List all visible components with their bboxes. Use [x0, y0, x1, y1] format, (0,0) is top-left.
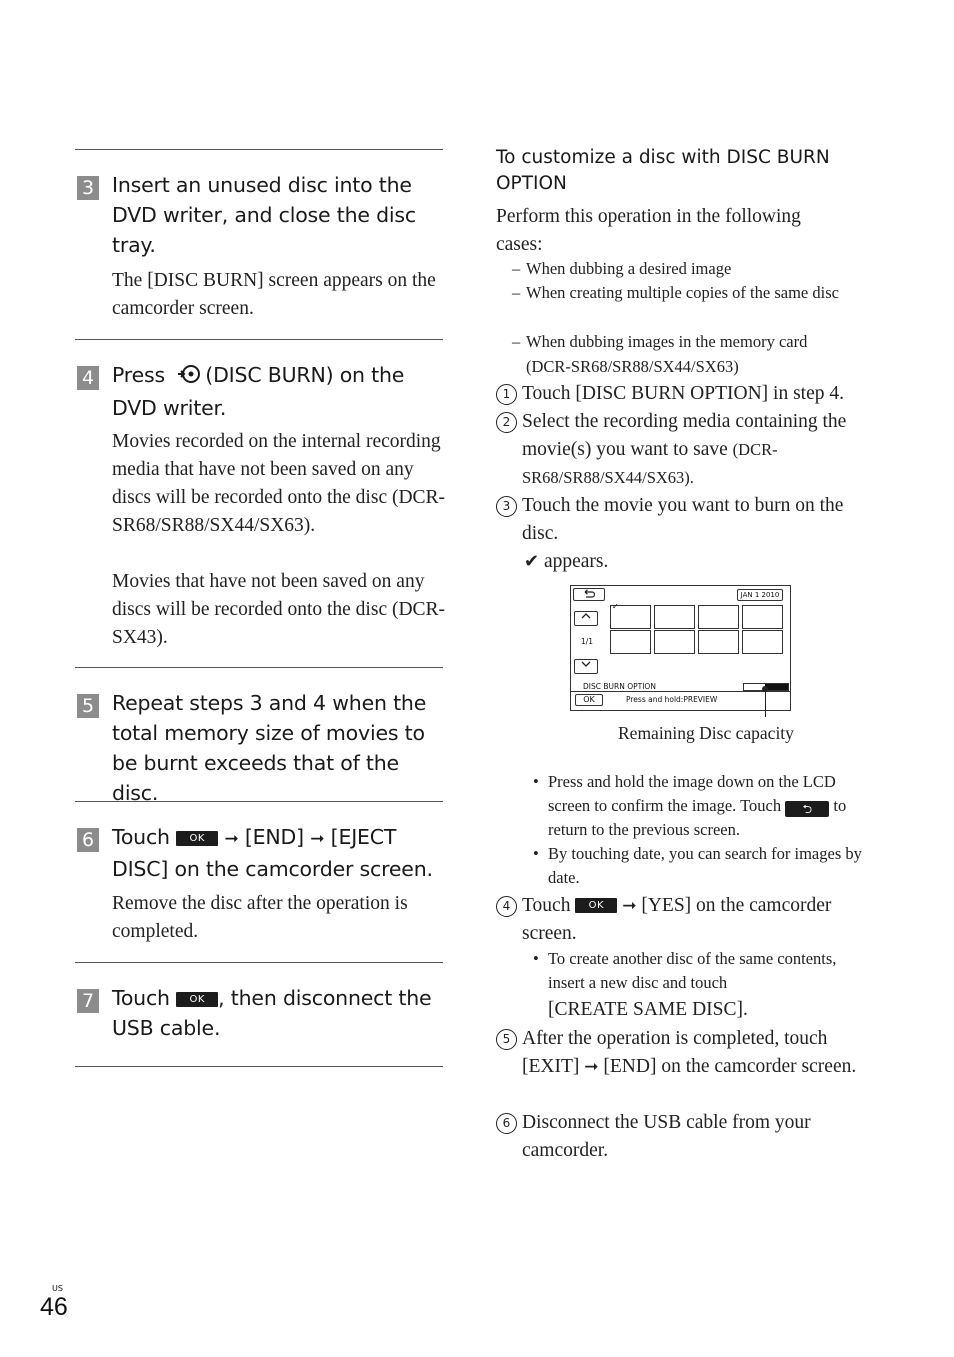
step-circle: 5 [496, 1029, 517, 1050]
title-text: Touch [112, 986, 170, 1010]
scroll-up-button [574, 611, 598, 626]
substep-5 [496, 1025, 871, 1115]
arrow-icon: ➞ [622, 896, 637, 916]
step-body: Movies that have not been saved on any discs will be recorded onto the disc (DCR-SX43). [112, 571, 446, 648]
case-list [496, 257, 871, 377]
thumbnail [742, 605, 783, 629]
divider [75, 667, 443, 668]
check-icon: ✓ [612, 602, 619, 611]
step-number: 5 [77, 694, 99, 718]
substep-text: Disconnect the USB cable from your camcorder. [522, 1112, 811, 1161]
chevron-down-icon [581, 660, 591, 668]
step-body: The [DISC BURN] screen appears on the camcorder screen. [112, 270, 436, 319]
disc-burn-icon [177, 363, 203, 393]
back-icon [582, 589, 596, 599]
step-number: 4 [77, 366, 99, 390]
substep-text: Select the recording media containing the movie(s) you want to save (DCR-SR68/SR88/SX44/SX63). [522, 411, 847, 487]
callout-dot [762, 686, 768, 692]
ok-button: OK [575, 898, 617, 913]
page-indicator: 1/1 [581, 637, 594, 646]
step-number: 3 [77, 176, 99, 200]
step-circle: 1 [496, 384, 517, 405]
chevron-up-icon [581, 612, 591, 620]
step-body: Remove the disc after the operation is completed. [112, 893, 408, 942]
step-title [112, 983, 447, 1043]
step-circle: 2 [496, 412, 517, 433]
thumbnail [698, 605, 739, 629]
divider [571, 691, 790, 692]
substep-text: Touch the movie you want to burn on the disc. [522, 495, 844, 544]
divider [75, 801, 443, 802]
section-heading: To customize a disc with DISC BURN OPTION [496, 147, 830, 194]
bullet-list [496, 947, 871, 1027]
region-label: US [52, 1284, 63, 1293]
substep-3 [496, 492, 871, 582]
title-text: Press [112, 363, 165, 387]
back-icon: ⮌ [785, 801, 829, 817]
date-button: JAN 1 2010 [737, 589, 783, 601]
ok-button: OK [575, 694, 603, 706]
list-item: – When creating multiple copies of the same disc [512, 283, 839, 302]
callout-line [765, 689, 766, 717]
step-number: 6 [77, 828, 99, 852]
menu-label: DISC BURN OPTION [583, 682, 656, 691]
divider [75, 1066, 443, 1067]
divider [75, 339, 443, 340]
title-text: [EJECT DISC] on the camcorder screen. [112, 825, 433, 881]
thumbnail [698, 630, 739, 654]
step-title [112, 360, 447, 423]
step-title: Repeat steps 3 and 4 when the total memory size of movies to be burnt exceeds that of the disc. [112, 691, 427, 805]
step-circle: 4 [496, 896, 517, 917]
ok-button: OK [176, 831, 218, 846]
divider [75, 962, 443, 963]
title-text: (DISC BURN) on the DVD writer. [112, 363, 405, 420]
divider [75, 149, 443, 150]
list-item: – When dubbing images in the memory card (DCR-SR68/SR88/SX44/SX63) [512, 332, 808, 376]
substep-4 [496, 892, 871, 952]
step-title [112, 822, 447, 884]
title-text: [END] [244, 825, 304, 849]
title-text: Touch [112, 825, 170, 849]
substep-text: Touch [DISC BURN OPTION] in step 4. [522, 383, 844, 404]
bullet-item: • By touching date, you can search for images by date. [533, 844, 862, 887]
step-circle: 6 [496, 1113, 517, 1134]
arrow-icon: ➞ [310, 829, 325, 849]
substep-text: Touch OK ➞ [YES] on the camcorder screen. [522, 892, 872, 948]
thumbnail [610, 630, 651, 654]
scroll-down-button [574, 659, 598, 674]
thumbnail [742, 630, 783, 654]
hint-text: Press and hold:PREVIEW [626, 695, 718, 704]
back-button [573, 588, 605, 601]
title-text: , then disconnect the USB cable. [112, 986, 432, 1040]
substep-2 [496, 408, 871, 498]
lcd-screen-illustration [570, 585, 791, 711]
step-body: Movies recorded on the internal recording media that have not been saved on any discs will be recorded onto the disc (DCR-SR68/SR88/SX44/SX63). [112, 431, 446, 536]
intro-text: Perform this operation in the following cases: [496, 206, 801, 255]
thumbnail [654, 630, 695, 654]
substep-6 [496, 1109, 871, 1169]
figure-caption: Remaining Disc capacity [618, 723, 794, 743]
ok-button: OK [176, 992, 218, 1007]
step-number: 7 [77, 989, 99, 1013]
bullet-list [496, 770, 871, 890]
arrow-icon: ➞ [584, 1057, 599, 1077]
list-item: – When dubbing a desired image [512, 259, 732, 278]
bullet-item: • To create another disc of the same contents, insert a new disc and touch [CREATE SAME DISC]. [533, 949, 837, 1020]
thumbnail [654, 605, 695, 629]
substep-text: After the operation is completed, touch [EXIT] ➞ [END] on the camcorder screen. [522, 1025, 872, 1081]
page-number: 46 [40, 1293, 68, 1321]
capacity-fill [765, 684, 788, 690]
step-circle: 3 [496, 496, 517, 517]
step-title: Insert an unused disc into the DVD writer, and close the disc tray. [112, 173, 416, 257]
bullet-item: • Press and hold the image down on the LCD screen to confirm the image. Touch ⮌ to return to the previous screen. [533, 772, 847, 839]
substep-1 [496, 380, 871, 410]
arrow-icon: ➞ [224, 829, 239, 849]
check-icon: ✔ [524, 551, 540, 572]
check-appears: ✔ appears. [524, 551, 609, 572]
